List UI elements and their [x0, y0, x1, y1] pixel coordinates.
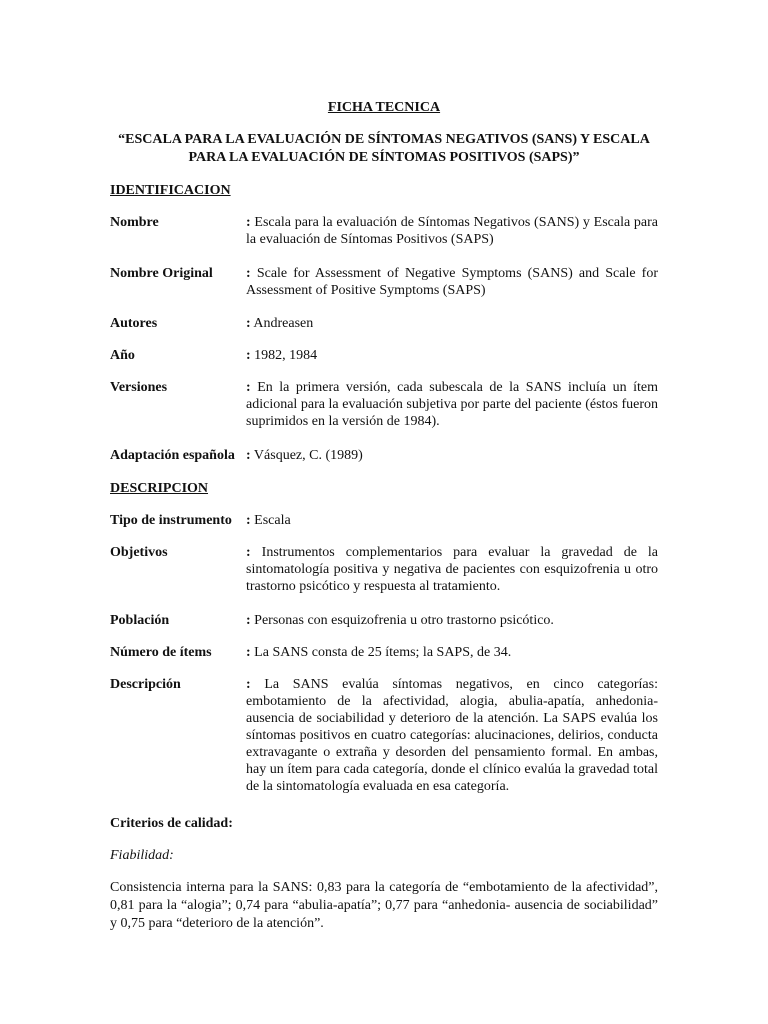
document-title: FICHA TECNICA	[327, 100, 441, 115]
field-label-tipo: Tipo de instrumento	[110, 513, 232, 528]
field-label-descripcion: Descripción	[110, 677, 181, 692]
field-label-numero-items: Número de ítems	[110, 645, 212, 660]
field-value-nombre: : Escala para la evaluación de Síntomas Negativos (SANS) y Escala para la evaluación de Síntomas Positivos (SAPS)	[246, 215, 659, 247]
field-value-objetivos: : Instrumentos complementarios para evaluar la gravedad de la sintomatología positiva y negativa de pacientes con esquizofrenia u otro trastorno psicótico y respuesta al tratamiento.	[246, 545, 659, 594]
field-value-numero-items: : La SANS consta de 25 ítems; la SAPS, de 34.	[246, 645, 512, 660]
field-value-poblacion: : Personas con esquizofrenia u otro trastorno psicótico.	[246, 613, 554, 628]
reliability-text: Consistencia interna para la SANS: 0,83 para la categoría de “embotamiento de la afectividad”, 0,81 para la “alogia”; 0,74 para “abulia-apatía”; 0,77 para “anhedonia- ausencia de sociabilidad” y 0,75 para “deterioro de la atención”.	[110, 880, 658, 931]
field-label-adaptacion: Adaptación española	[110, 448, 235, 463]
field-value-adaptacion: : Vásquez, C. (1989)	[246, 448, 363, 463]
quality-criteria-heading: Criterios de calidad:	[110, 816, 233, 831]
field-label-nombre: Nombre	[110, 215, 159, 230]
field-label-poblacion: Población	[110, 613, 170, 628]
field-label-nombre-original: Nombre Original	[110, 266, 213, 281]
field-value-nombre-original: : Scale for Assessment of Negative Symptoms (SANS) and Scale for Assessment of Positive Symptoms (SAPS)	[246, 266, 659, 298]
field-value-tipo: : Escala	[246, 513, 291, 528]
section-heading-descripcion: DESCRIPCION	[110, 481, 209, 496]
field-label-objetivos: Objetivos	[110, 545, 168, 560]
field-label-autores: Autores	[110, 316, 158, 331]
field-value-versiones: : En la primera versión, cada subescala de la SANS incluía un ítem adicional para la evaluación subjetiva por parte del paciente (éstos fueron suprimidos en la versión de 1984).	[246, 380, 659, 429]
field-label-versiones: Versiones	[110, 380, 168, 395]
field-label-anio: Año	[110, 348, 135, 363]
field-value-anio: : 1982, 1984	[246, 348, 318, 363]
reliability-label: Fiabilidad:	[110, 848, 174, 863]
document-subtitle: “ESCALA PARA LA EVALUACIÓN DE SÍNTOMAS NEGATIVOS (SANS) Y ESCALA PARA LA EVALUACIÓN DE SÍNTOMAS POSITIVOS (SAPS)”	[118, 132, 650, 165]
field-value-descripcion: : La SANS evalúa síntomas negativos, en cinco categorías: embotamiento de la afectividad, alogia, abulia-apatía, anhedonia-ausencia de sociabilidad y deterioro de la atención. La SAPS evalúa los síntomas positivos en cuatro categorías: alucinaciones, delirios, conducta extravagante o extraña y desorden del pensamiento formal. En ambas, hay un ítem para cada categoría, donde el clínico evalúa la gravedad total de la sintomatología evaluada en esa categoría.	[246, 677, 658, 794]
section-heading-identificacion: IDENTIFICACION	[110, 183, 231, 198]
field-value-autores: : Andreasen	[246, 316, 314, 331]
